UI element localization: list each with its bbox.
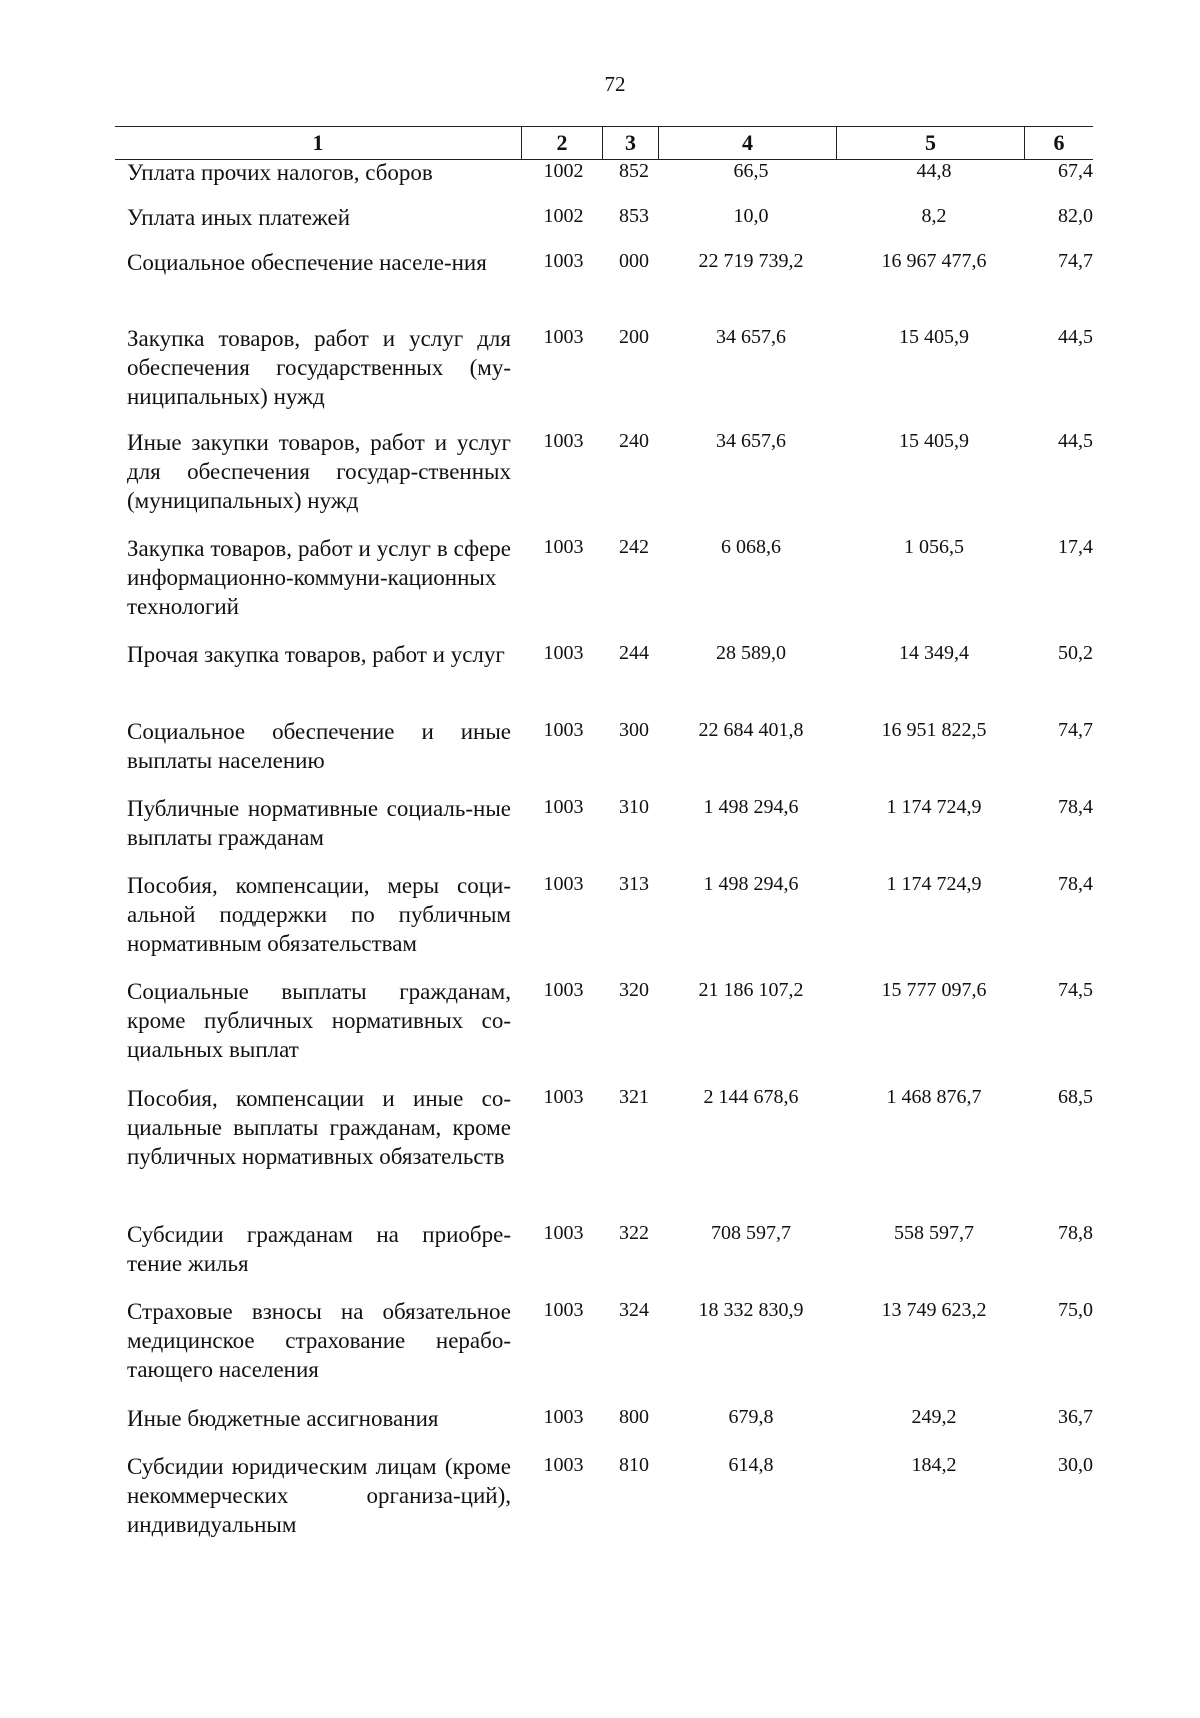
row-section: 1003 — [543, 326, 584, 348]
table-row — [115, 428, 1093, 534]
row-code: 300 — [619, 719, 649, 741]
row-plan: 2 144 678,6 — [703, 1086, 799, 1108]
row-section: 1003 — [543, 796, 584, 818]
table-row — [115, 977, 1093, 1084]
row-name: Социальное обеспечение населе-ния — [127, 250, 487, 275]
row-section: 1002 — [543, 205, 584, 227]
row-actual: 184,2 — [911, 1454, 957, 1476]
row-plan: 6 068,6 — [721, 536, 781, 558]
table-row — [115, 158, 1093, 203]
row-actual: 16 951 822,5 — [881, 719, 987, 741]
row-section: 1002 — [543, 160, 584, 182]
row-percent: 74,5 — [1058, 979, 1093, 1001]
row-actual: 1 174 724,9 — [886, 873, 982, 895]
row-percent: 82,0 — [1058, 205, 1093, 227]
table-row — [115, 203, 1093, 248]
row-percent: 78,4 — [1058, 873, 1093, 895]
row-percent: 74,7 — [1058, 719, 1093, 741]
row-section: 1003 — [543, 1086, 584, 1108]
row-percent: 68,5 — [1058, 1086, 1093, 1108]
row-actual: 16 967 477,6 — [881, 250, 987, 272]
table-row — [115, 248, 1093, 324]
table-row — [115, 1297, 1093, 1404]
row-percent: 67,4 — [1058, 160, 1093, 182]
table-body — [115, 158, 1093, 1552]
row-name: Иные бюджетные ассигнования — [127, 1406, 439, 1431]
row-plan: 1 498 294,6 — [703, 873, 799, 895]
row-plan: 614,8 — [728, 1454, 774, 1476]
row-name: Закупка товаров, работ и услуг в сфере информационно-коммуни-кационных технологий — [127, 536, 511, 619]
row-code: 322 — [619, 1222, 649, 1244]
table-row — [115, 1220, 1093, 1297]
row-percent: 75,0 — [1058, 1299, 1093, 1321]
row-section: 1003 — [543, 1454, 584, 1476]
header-col-1: 1 — [312, 130, 324, 155]
row-name: Страховые взносы на обязательное медицинское страхование нерабо-тающего населения — [127, 1299, 511, 1382]
header-col-6: 6 — [1024, 127, 1093, 159]
table-row — [115, 534, 1093, 640]
row-percent: 74,7 — [1058, 250, 1093, 272]
row-section: 1003 — [543, 979, 584, 1001]
row-section: 1003 — [543, 250, 584, 272]
row-actual: 15 777 097,6 — [881, 979, 987, 1001]
row-percent: 36,7 — [1058, 1406, 1093, 1428]
row-code: 313 — [619, 873, 649, 895]
table-row — [115, 717, 1093, 794]
row-section: 1003 — [543, 536, 584, 558]
row-plan: 28 589,0 — [716, 642, 786, 664]
row-name: Субсидии юридическим лицам (кроме некоммерческих организа-ций), индивидуальным — [127, 1454, 511, 1537]
row-code: 324 — [619, 1299, 649, 1321]
row-actual: 1 056,5 — [904, 536, 964, 558]
row-plan: 18 332 830,9 — [698, 1299, 804, 1321]
row-actual: 15 405,9 — [899, 326, 969, 348]
row-percent: 44,5 — [1058, 326, 1093, 348]
row-actual: 15 405,9 — [899, 430, 969, 452]
row-code: 244 — [619, 642, 649, 664]
table-row — [115, 640, 1093, 717]
row-code: 852 — [619, 160, 649, 182]
row-code: 200 — [619, 326, 649, 348]
row-actual: 14 349,4 — [899, 642, 969, 664]
row-name: Уплата прочих налогов, сборов — [127, 160, 433, 185]
row-name: Социальные выплаты гражданам, кроме публичных нормативных со-циальных выплат — [127, 979, 511, 1062]
row-section: 1003 — [543, 1299, 584, 1321]
row-code: 000 — [619, 250, 649, 272]
row-code: 321 — [619, 1086, 649, 1108]
row-actual: 558 597,7 — [894, 1222, 974, 1244]
row-code: 320 — [619, 979, 649, 1001]
table-row — [115, 871, 1093, 977]
table-row — [115, 1404, 1093, 1452]
row-name: Пособия, компенсации, меры соци-альной поддержки по публичным нормативным обязательствам — [127, 873, 511, 956]
row-plan: 708 597,7 — [711, 1222, 791, 1244]
row-actual: 249,2 — [911, 1406, 957, 1428]
row-percent: 78,4 — [1058, 796, 1093, 818]
row-plan: 34 657,6 — [716, 326, 786, 348]
row-plan: 66,5 — [733, 160, 769, 182]
table-row — [115, 1452, 1093, 1552]
row-actual: 13 749 623,2 — [881, 1299, 987, 1321]
row-name: Иные закупки товаров, работ и услуг для обеспечения государ-ственных (муниципальных) нужд — [127, 430, 511, 513]
row-plan: 34 657,6 — [716, 430, 786, 452]
row-name: Публичные нормативные социаль-ные выплаты гражданам — [127, 796, 511, 850]
row-percent: 78,8 — [1058, 1222, 1093, 1244]
row-code: 310 — [619, 796, 649, 818]
row-actual: 44,8 — [916, 160, 952, 182]
row-percent: 30,0 — [1058, 1454, 1093, 1476]
row-plan: 22 684 401,8 — [698, 719, 804, 741]
page-number: 72 — [604, 72, 626, 96]
header-col-5: 5 — [836, 127, 1024, 159]
row-name: Прочая закупка товаров, работ и услуг — [127, 642, 505, 667]
row-name: Уплата иных платежей — [127, 205, 351, 230]
row-plan: 21 186 107,2 — [698, 979, 804, 1001]
row-section: 1003 — [543, 719, 584, 741]
row-percent: 50,2 — [1058, 642, 1093, 664]
table-row — [115, 324, 1093, 428]
row-actual: 8,2 — [921, 205, 947, 227]
row-name: Закупка товаров, работ и услуг для обеспечения государственных (му-ниципальных) нужд — [127, 326, 511, 409]
table-row — [115, 1084, 1093, 1220]
row-name: Субсидии гражданам на приобре-тение жилья — [127, 1222, 511, 1276]
row-section: 1003 — [543, 430, 584, 452]
row-code: 810 — [619, 1454, 649, 1476]
row-plan: 679,8 — [728, 1406, 774, 1428]
table-row — [115, 794, 1093, 871]
header-col-4: 4 — [658, 127, 836, 159]
row-actual: 1 468 876,7 — [886, 1086, 982, 1108]
row-section: 1003 — [543, 642, 584, 664]
header-col-3: 3 — [602, 127, 658, 159]
row-section: 1003 — [543, 1406, 584, 1428]
header-col-2: 2 — [521, 127, 602, 159]
table-header — [115, 126, 1093, 160]
row-code: 242 — [619, 536, 649, 558]
row-percent: 44,5 — [1058, 430, 1093, 452]
row-plan: 22 719 739,2 — [698, 250, 804, 272]
row-name: Пособия, компенсации и иные со-циальные выплаты гражданам, кроме публичных нормативных обязательств — [127, 1086, 511, 1169]
row-code: 853 — [619, 205, 649, 227]
row-plan: 10,0 — [733, 205, 769, 227]
row-code: 240 — [619, 430, 649, 452]
row-percent: 17,4 — [1058, 536, 1093, 558]
row-plan: 1 498 294,6 — [703, 796, 799, 818]
row-code: 800 — [619, 1406, 649, 1428]
row-actual: 1 174 724,9 — [886, 796, 982, 818]
row-section: 1003 — [543, 1222, 584, 1244]
row-section: 1003 — [543, 873, 584, 895]
row-name: Социальное обеспечение и иные выплаты населению — [127, 719, 511, 773]
